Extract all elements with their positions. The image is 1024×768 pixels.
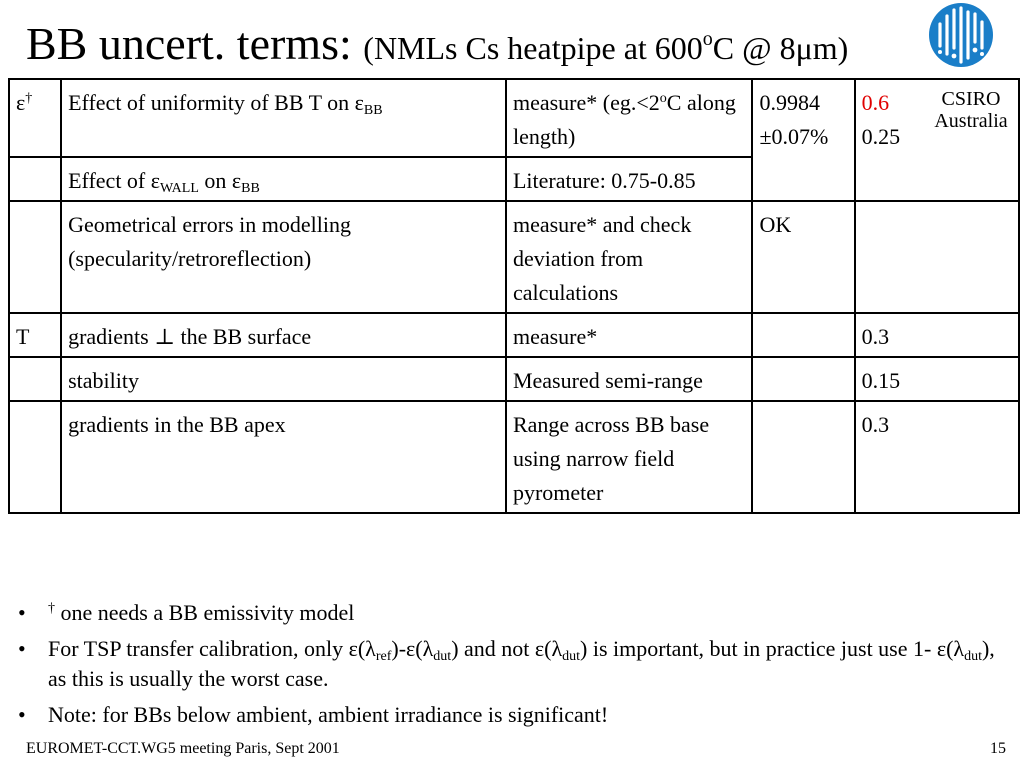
subscript: ref xyxy=(375,649,392,664)
table-row xyxy=(9,401,1019,513)
uncertainty-cell xyxy=(855,201,1019,313)
effect-text: Effect of uniformity of BB T on ε xyxy=(68,90,364,115)
superscript: o xyxy=(659,91,667,106)
symbol-cell xyxy=(9,157,61,201)
method-cell: Range across BB base using narrow field pyrometer xyxy=(506,401,752,513)
footer-meeting: EUROMET-CCT.WG5 meeting Paris, Sept 2001 xyxy=(26,740,340,757)
symbol: ε xyxy=(16,90,26,115)
title-sub-part: m) xyxy=(812,30,849,66)
perpendicular-symbol: ⊥ xyxy=(154,324,175,349)
value-cell xyxy=(752,313,854,357)
value-cell xyxy=(752,357,854,401)
symbol-cell xyxy=(9,401,61,513)
slide-title xyxy=(26,18,848,74)
note-text: ), as this is usually the worst case. xyxy=(48,636,995,691)
note-text: ) and not ε(λ xyxy=(451,636,563,661)
value-text: 0.9984 xyxy=(759,90,820,115)
title-sub-part: C @ 8 xyxy=(712,30,796,66)
subscript: dut xyxy=(433,649,452,664)
logo-org: CSIRO xyxy=(941,88,1001,110)
csiro-globe-logo-icon xyxy=(928,2,994,68)
subscript: WALL xyxy=(160,181,199,196)
effect-cell: stability xyxy=(61,357,506,401)
effect-cell: Geometrical errors in modelling (specularity/retroreflection) xyxy=(61,201,506,313)
uncertainty-table xyxy=(8,78,1020,514)
note-text: For TSP transfer calibration, only ε(λ xyxy=(48,636,376,661)
effect-cell xyxy=(61,79,506,157)
method-cell: measure* xyxy=(506,313,752,357)
method-cell xyxy=(506,79,752,157)
method-text: measure* (eg.<2 xyxy=(512,90,660,115)
page-number: 15 xyxy=(990,740,1006,757)
uncertainty-cell xyxy=(855,79,1019,201)
uncertainty-text: 0.25 xyxy=(861,124,901,149)
method-text: C along length) xyxy=(512,90,736,149)
dagger-mark: † xyxy=(48,601,55,616)
subscript: dut xyxy=(964,649,982,664)
effect-cell xyxy=(61,157,506,201)
table-row xyxy=(9,357,1019,401)
method-cell: Literature: 0.75-0.85 xyxy=(506,157,752,201)
note-item xyxy=(14,634,1004,694)
method-cell: Measured semi-range xyxy=(506,357,752,401)
effect-cell xyxy=(61,313,506,357)
symbol-cell: T xyxy=(9,313,61,357)
effect-cell: gradients in the BB apex xyxy=(61,401,506,513)
symbol-cell xyxy=(9,79,61,157)
dagger-mark: † xyxy=(25,91,33,106)
title-main: BB uncert. terms: xyxy=(26,18,352,69)
value-text: ±0.07% xyxy=(759,124,829,149)
subscript: dut xyxy=(562,649,581,664)
value-cell xyxy=(752,401,854,513)
effect-text: Effect of ε xyxy=(68,168,160,193)
value-cell xyxy=(752,79,854,201)
uncertainty-highlight: 0.6 xyxy=(861,90,890,115)
uncertainty-cell: 0.3 xyxy=(855,401,1019,513)
effect-text: on ε xyxy=(198,168,242,193)
note-item xyxy=(14,598,1004,628)
effect-text: the BB surface xyxy=(174,324,312,349)
logo-country: Australia xyxy=(934,110,1008,132)
title-subtitle xyxy=(363,30,848,66)
note-item xyxy=(14,700,1004,730)
symbol-cell xyxy=(9,201,61,313)
table-row xyxy=(9,79,1019,157)
note-text: )-ε(λ xyxy=(391,636,434,661)
table-row xyxy=(9,313,1019,357)
title-sub-sup: o xyxy=(702,28,713,50)
effect-text: gradients xyxy=(68,324,155,349)
note-text: one needs a BB emissivity model xyxy=(55,600,355,625)
subscript: BB xyxy=(363,103,383,118)
note-text: Note: for BBs below ambient, ambient irradiance is significant! xyxy=(48,702,609,727)
uncertainty-cell: 0.3 xyxy=(855,313,1019,357)
note-text: ) is important, but in practice just use 1- ε(λ xyxy=(580,636,965,661)
method-cell: measure* and check deviation from calculations xyxy=(506,201,752,313)
subscript: BB xyxy=(241,181,260,196)
symbol-cell xyxy=(9,357,61,401)
title-sub-mu: μ xyxy=(795,30,813,66)
title-sub-part: (NMLs Cs heatpipe at 600 xyxy=(363,30,703,66)
table-row xyxy=(9,201,1019,313)
uncertainty-cell: 0.15 xyxy=(855,357,1019,401)
notes-list xyxy=(14,598,1004,736)
value-cell: OK xyxy=(752,201,854,313)
